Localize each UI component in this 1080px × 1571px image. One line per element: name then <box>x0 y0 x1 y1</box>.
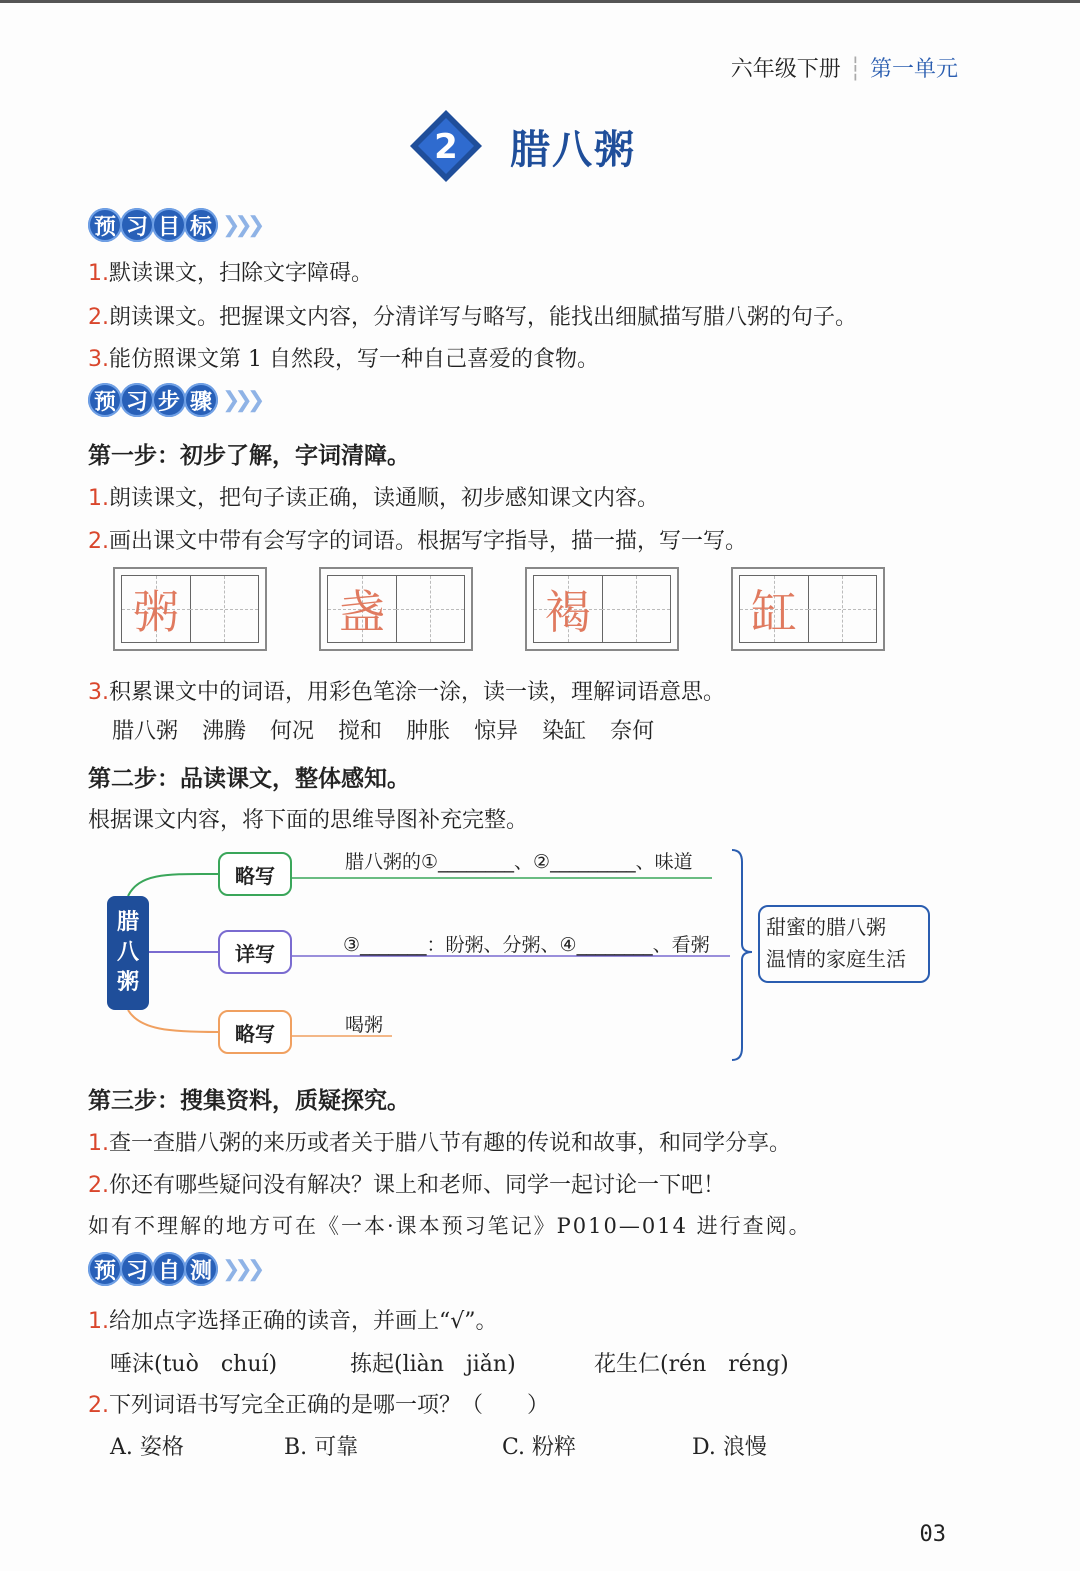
trace-char: 粥 <box>133 585 179 639</box>
writing-grid <box>319 567 473 651</box>
writing-grid <box>731 567 885 651</box>
grade-label: 六年级下册 <box>730 57 841 82</box>
trace-char: 褐 <box>545 585 591 639</box>
branch-label-brief: 略写 <box>218 852 292 896</box>
step1-item: 1.朗读课文，把句子读正确，读通顺，初步感知课文内容。 <box>88 486 660 511</box>
option[interactable]: D. 浪慢 <box>692 1435 767 1460</box>
section-char: 预 <box>88 208 122 242</box>
word: 惊异 <box>474 719 519 744</box>
section-char: 标 <box>184 208 218 242</box>
branch-label-brief: 略写 <box>218 1010 292 1054</box>
step3-item: 1.查一查腊八粥的来历或者关于腊八节有趣的传说和故事，和同学分享。 <box>88 1131 792 1156</box>
reference-note: 如有不理解的地方可在《一本·课本预习笔记》P010—014 进行查阅。 <box>88 1214 812 1238</box>
goal-item: 3.能仿照课文第 1 自然段，写一种自己喜爱的食物。 <box>88 347 599 372</box>
word-list <box>112 714 678 745</box>
step1-item: 2.画出课文中带有会写字的词语。根据写字指导，描一描，写一写。 <box>88 529 748 554</box>
section-goals <box>88 207 259 243</box>
top-border <box>0 0 1080 3</box>
section-char: 预 <box>88 1252 122 1286</box>
unit-label: 第一单元 <box>869 57 958 82</box>
section-char: 习 <box>120 383 154 417</box>
lesson-number-badge <box>408 108 484 184</box>
chevrons-icon: ❯❯❯ <box>222 212 260 238</box>
page-number: 03 <box>919 1522 946 1547</box>
pinyin-item: 拣起(liàn jiǎn) <box>350 1352 516 1377</box>
section-char: 步 <box>152 383 186 417</box>
writing-grid <box>113 567 267 651</box>
lesson-title-text: 腊八粥 <box>510 127 636 173</box>
step1-item: 3.积累课文中的词语，用彩色笔涂一涂，读一读，理解词语意思。 <box>88 680 726 705</box>
page-header <box>731 52 958 83</box>
writing-grid <box>525 567 679 651</box>
branch-text: 喝粥 <box>345 1014 384 1036</box>
trace-char: 缸 <box>751 585 797 639</box>
goal-item: 1.默读课文，扫除文字障碍。 <box>88 261 374 286</box>
step3-item: 2.你还有哪些疑问没有解决？课上和老师、同学一起讨论一下吧！ <box>88 1173 726 1198</box>
header-separator: ┆ <box>848 57 862 82</box>
word: 何况 <box>270 719 315 744</box>
step2-title: 第二步：品读课文，整体感知。 <box>88 766 410 792</box>
word: 肿胀 <box>406 719 451 744</box>
word: 染缸 <box>542 719 587 744</box>
pinyin-item: 花生仁(rén réng) <box>594 1352 789 1377</box>
goal-item: 2.朗读课文。把握课文内容，分清详写与略写，能找出细腻描写腊八粥的句子。 <box>88 305 858 330</box>
lesson-number: 2 <box>434 127 458 167</box>
word: 腊八粥 <box>112 719 179 744</box>
pinyin-item: 唾沫(tuò chuí) <box>110 1352 278 1377</box>
option[interactable]: B. 可靠 <box>284 1435 359 1460</box>
word: 搅和 <box>338 719 383 744</box>
mind-map-summary: 甜蜜的腊八粥 温情的家庭生活 <box>758 905 930 983</box>
section-char: 自 <box>152 1252 186 1286</box>
section-char: 预 <box>88 383 122 417</box>
mind-map-root: 腊 八 粥 <box>107 896 149 1010</box>
step3-title: 第三步：搜集资料，质疑探究。 <box>88 1088 410 1114</box>
section-steps <box>88 382 259 418</box>
test-question: 1.给加点字选择正确的读音，并画上“√”。 <box>88 1309 498 1334</box>
section-char: 骤 <box>184 383 218 417</box>
section-test <box>88 1251 259 1287</box>
branch-text: ③_______：盼粥、分粥、④________、看粥 <box>343 934 710 956</box>
chevrons-icon: ❯❯❯ <box>222 387 260 413</box>
branch-text: 腊八粥的①________、②_________、味道 <box>345 851 693 873</box>
option[interactable]: C. 粉粹 <box>502 1435 577 1460</box>
trace-char: 盏 <box>339 585 385 639</box>
section-char: 习 <box>120 208 154 242</box>
option[interactable]: A. 姿格 <box>110 1435 184 1460</box>
test-question: 2.下列词语书写完全正确的是哪一项？（ ） <box>88 1393 550 1418</box>
section-char: 目 <box>152 208 186 242</box>
section-char: 习 <box>120 1252 154 1286</box>
word: 奈何 <box>610 719 655 744</box>
step2-intro: 根据课文内容，将下面的思维导图补充完整。 <box>88 808 529 833</box>
word: 沸腾 <box>202 719 247 744</box>
chevrons-icon: ❯❯❯ <box>222 1256 260 1282</box>
section-char: 测 <box>184 1252 218 1286</box>
step1-title: 第一步：初步了解，字词清障。 <box>88 443 410 469</box>
branch-label-detail: 详写 <box>218 930 292 974</box>
